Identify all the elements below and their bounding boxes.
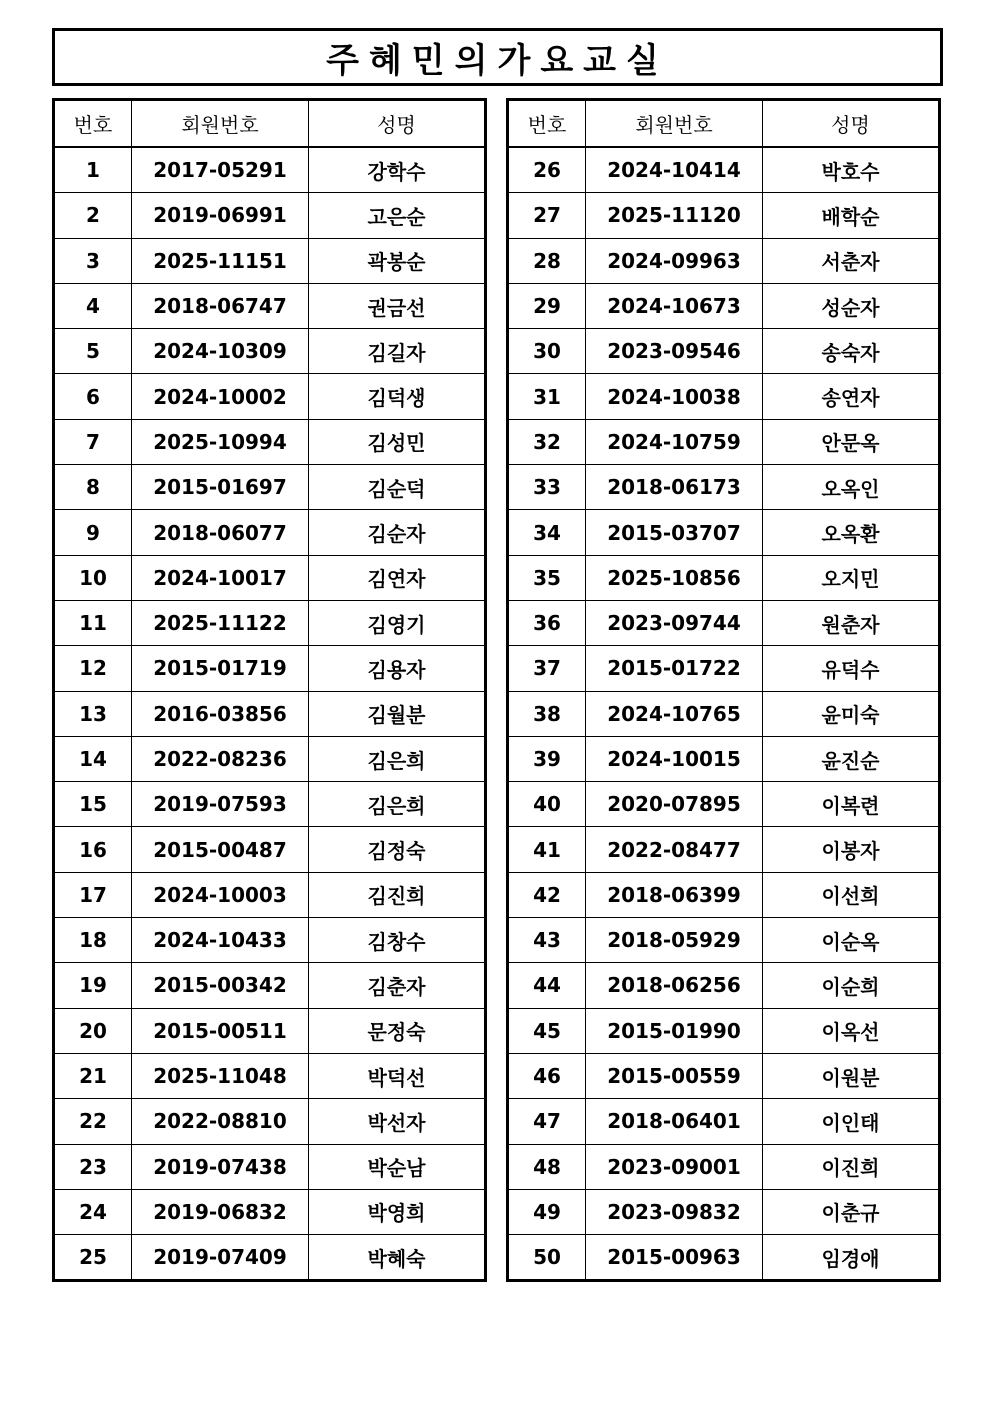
table-row — [54, 1144, 486, 1189]
cell-name: 김덕생 — [309, 374, 486, 419]
cell-member-id: 2024-10002 — [132, 374, 309, 419]
cell-number: 25 — [54, 1235, 132, 1281]
cell-member-id: 2025-11122 — [132, 600, 309, 645]
cell-name: 곽봉순 — [309, 238, 486, 283]
cell-name: 김정숙 — [309, 827, 486, 872]
cell-number: 49 — [508, 1189, 586, 1234]
cell-name: 이순희 — [763, 963, 940, 1008]
cell-name: 김진희 — [309, 872, 486, 917]
cell-name: 김춘자 — [309, 963, 486, 1008]
cell-number: 45 — [508, 1008, 586, 1053]
table-row — [54, 1235, 486, 1281]
cell-name: 서춘자 — [763, 238, 940, 283]
cell-name: 박호수 — [763, 147, 940, 193]
cell-member-id: 2024-10759 — [586, 419, 763, 464]
cell-member-id: 2024-10673 — [586, 283, 763, 328]
cell-member-id: 2024-10003 — [132, 872, 309, 917]
cell-member-id: 2019-06832 — [132, 1189, 309, 1234]
cell-number: 20 — [54, 1008, 132, 1053]
cell-member-id: 2015-01990 — [586, 1008, 763, 1053]
roster-body-left — [54, 147, 486, 1281]
header-member-id: 회원번호 — [586, 100, 763, 148]
cell-number: 3 — [54, 238, 132, 283]
table-row — [54, 736, 486, 781]
cell-member-id: 2025-11151 — [132, 238, 309, 283]
cell-member-id: 2023-09001 — [586, 1144, 763, 1189]
cell-number: 48 — [508, 1144, 586, 1189]
cell-member-id: 2018-06747 — [132, 283, 309, 328]
cell-number: 44 — [508, 963, 586, 1008]
table-row — [54, 1189, 486, 1234]
cell-number: 29 — [508, 283, 586, 328]
table-row — [54, 963, 486, 1008]
cell-number: 9 — [54, 510, 132, 555]
cell-member-id: 2015-00487 — [132, 827, 309, 872]
cell-number: 46 — [508, 1053, 586, 1098]
cell-name: 김길자 — [309, 329, 486, 374]
header-row — [54, 100, 486, 148]
cell-name: 이선희 — [763, 872, 940, 917]
cell-name: 김순덕 — [309, 465, 486, 510]
cell-name: 송연자 — [763, 374, 940, 419]
header-member-id: 회원번호 — [132, 100, 309, 148]
cell-number: 27 — [508, 193, 586, 238]
table-row — [508, 1189, 940, 1234]
cell-member-id: 2018-06401 — [586, 1099, 763, 1144]
cell-number: 50 — [508, 1235, 586, 1281]
cell-number: 34 — [508, 510, 586, 555]
cell-number: 35 — [508, 555, 586, 600]
table-row — [508, 963, 940, 1008]
cell-number: 7 — [54, 419, 132, 464]
cell-member-id: 2015-01697 — [132, 465, 309, 510]
cell-name: 김순자 — [309, 510, 486, 555]
cell-number: 14 — [54, 736, 132, 781]
cell-name: 강학수 — [309, 147, 486, 193]
cell-number: 11 — [54, 600, 132, 645]
table-row — [508, 329, 940, 374]
cell-name: 이순옥 — [763, 918, 940, 963]
table-row — [54, 1053, 486, 1098]
cell-member-id: 2025-10994 — [132, 419, 309, 464]
table-row — [54, 374, 486, 419]
cell-name: 이인태 — [763, 1099, 940, 1144]
cell-number: 26 — [508, 147, 586, 193]
cell-name: 임경애 — [763, 1235, 940, 1281]
cell-name: 박선자 — [309, 1099, 486, 1144]
cell-name: 권금선 — [309, 283, 486, 328]
cell-number: 33 — [508, 465, 586, 510]
cell-member-id: 2023-09832 — [586, 1189, 763, 1234]
header-row — [508, 100, 940, 148]
table-row — [54, 510, 486, 555]
header-name: 성명 — [763, 100, 940, 148]
table-row — [508, 646, 940, 691]
cell-name: 이진희 — [763, 1144, 940, 1189]
table-row — [508, 600, 940, 645]
table-row — [54, 1008, 486, 1053]
cell-name: 고은순 — [309, 193, 486, 238]
cell-member-id: 2022-08236 — [132, 736, 309, 781]
cell-number: 6 — [54, 374, 132, 419]
cell-name: 이봉자 — [763, 827, 940, 872]
cell-number: 16 — [54, 827, 132, 872]
cell-number: 19 — [54, 963, 132, 1008]
cell-name: 이옥선 — [763, 1008, 940, 1053]
table-row — [508, 827, 940, 872]
table-row — [54, 872, 486, 917]
table-row — [54, 646, 486, 691]
cell-name: 김은희 — [309, 736, 486, 781]
cell-name: 오옥인 — [763, 465, 940, 510]
cell-member-id: 2024-10038 — [586, 374, 763, 419]
table-row — [54, 329, 486, 374]
table-row — [54, 147, 486, 193]
table-row — [54, 555, 486, 600]
table-row — [508, 1099, 940, 1144]
header-number: 번호 — [54, 100, 132, 148]
cell-number: 18 — [54, 918, 132, 963]
table-row — [508, 691, 940, 736]
cell-name: 문정숙 — [309, 1008, 486, 1053]
cell-number: 15 — [54, 782, 132, 827]
cell-name: 원춘자 — [763, 600, 940, 645]
cell-member-id: 2023-09744 — [586, 600, 763, 645]
table-row — [508, 238, 940, 283]
cell-name: 박순남 — [309, 1144, 486, 1189]
cell-number: 12 — [54, 646, 132, 691]
cell-name: 이춘규 — [763, 1189, 940, 1234]
cell-name: 안문옥 — [763, 419, 940, 464]
table-row — [54, 1099, 486, 1144]
cell-number: 23 — [54, 1144, 132, 1189]
cell-member-id: 2019-07593 — [132, 782, 309, 827]
table-row — [508, 1144, 940, 1189]
cell-name: 김성민 — [309, 419, 486, 464]
cell-number: 5 — [54, 329, 132, 374]
cell-member-id: 2024-10765 — [586, 691, 763, 736]
table-row — [508, 872, 940, 917]
table-row — [508, 419, 940, 464]
cell-member-id: 2018-06077 — [132, 510, 309, 555]
cell-name: 성순자 — [763, 283, 940, 328]
table-row — [54, 827, 486, 872]
cell-member-id: 2024-10017 — [132, 555, 309, 600]
title-box — [52, 28, 943, 86]
cell-member-id: 2016-03856 — [132, 691, 309, 736]
cell-member-id: 2015-01719 — [132, 646, 309, 691]
table-row — [508, 918, 940, 963]
cell-name: 오지민 — [763, 555, 940, 600]
table-row — [508, 1053, 940, 1098]
cell-name: 김연자 — [309, 555, 486, 600]
cell-member-id: 2022-08810 — [132, 1099, 309, 1144]
cell-name: 이원분 — [763, 1053, 940, 1098]
cell-number: 28 — [508, 238, 586, 283]
cell-number: 2 — [54, 193, 132, 238]
cell-member-id: 2018-05929 — [586, 918, 763, 963]
table-row — [508, 555, 940, 600]
cell-member-id: 2024-10414 — [586, 147, 763, 193]
cell-member-id: 2015-00511 — [132, 1008, 309, 1053]
cell-member-id: 2025-11048 — [132, 1053, 309, 1098]
cell-member-id: 2019-06991 — [132, 193, 309, 238]
roster-body-right — [508, 147, 940, 1281]
cell-name: 윤미숙 — [763, 691, 940, 736]
table-row — [508, 736, 940, 781]
cell-name: 김용자 — [309, 646, 486, 691]
cell-name: 박영희 — [309, 1189, 486, 1234]
cell-number: 32 — [508, 419, 586, 464]
cell-member-id: 2020-07895 — [586, 782, 763, 827]
header-name: 성명 — [309, 100, 486, 148]
cell-number: 39 — [508, 736, 586, 781]
cell-name: 김영기 — [309, 600, 486, 645]
cell-number: 38 — [508, 691, 586, 736]
table-row — [508, 1008, 940, 1053]
table-row — [508, 1235, 940, 1281]
table-row — [54, 691, 486, 736]
cell-member-id: 2015-00559 — [586, 1053, 763, 1098]
cell-member-id: 2017-05291 — [132, 147, 309, 193]
cell-member-id: 2025-11120 — [586, 193, 763, 238]
cell-number: 10 — [54, 555, 132, 600]
cell-member-id: 2023-09546 — [586, 329, 763, 374]
cell-number: 31 — [508, 374, 586, 419]
cell-member-id: 2018-06399 — [586, 872, 763, 917]
cell-number: 4 — [54, 283, 132, 328]
cell-number: 24 — [54, 1189, 132, 1234]
cell-number: 41 — [508, 827, 586, 872]
table-row — [54, 918, 486, 963]
roster-table-right — [506, 98, 941, 1282]
cell-name: 김창수 — [309, 918, 486, 963]
cell-member-id: 2024-10309 — [132, 329, 309, 374]
cell-member-id: 2022-08477 — [586, 827, 763, 872]
table-row — [54, 283, 486, 328]
table-row — [54, 600, 486, 645]
table-row — [54, 238, 486, 283]
table-row — [508, 283, 940, 328]
cell-name: 윤진순 — [763, 736, 940, 781]
table-row — [54, 465, 486, 510]
cell-name: 김은희 — [309, 782, 486, 827]
cell-member-id: 2024-09963 — [586, 238, 763, 283]
cell-number: 43 — [508, 918, 586, 963]
table-row — [54, 419, 486, 464]
table-row — [508, 374, 940, 419]
cell-number: 36 — [508, 600, 586, 645]
page-title: 주혜민의가요교실 — [326, 40, 669, 81]
cell-number: 8 — [54, 465, 132, 510]
cell-number: 1 — [54, 147, 132, 193]
cell-number: 47 — [508, 1099, 586, 1144]
cell-member-id: 2019-07409 — [132, 1235, 309, 1281]
cell-name: 배학순 — [763, 193, 940, 238]
cell-name: 박혜숙 — [309, 1235, 486, 1281]
table-row — [54, 782, 486, 827]
cell-name: 송숙자 — [763, 329, 940, 374]
cell-member-id: 2024-10433 — [132, 918, 309, 963]
table-row — [508, 782, 940, 827]
table-row — [508, 193, 940, 238]
cell-member-id: 2019-07438 — [132, 1144, 309, 1189]
cell-name: 유덕수 — [763, 646, 940, 691]
table-row — [508, 465, 940, 510]
header-number: 번호 — [508, 100, 586, 148]
cell-name: 오옥환 — [763, 510, 940, 555]
cell-member-id: 2018-06173 — [586, 465, 763, 510]
table-row — [508, 147, 940, 193]
cell-number: 21 — [54, 1053, 132, 1098]
cell-member-id: 2015-00342 — [132, 963, 309, 1008]
cell-number: 30 — [508, 329, 586, 374]
cell-number: 42 — [508, 872, 586, 917]
cell-member-id: 2015-03707 — [586, 510, 763, 555]
cell-number: 17 — [54, 872, 132, 917]
cell-member-id: 2015-00963 — [586, 1235, 763, 1281]
cell-number: 37 — [508, 646, 586, 691]
cell-name: 김월분 — [309, 691, 486, 736]
table-row — [54, 193, 486, 238]
cell-member-id: 2015-01722 — [586, 646, 763, 691]
cell-number: 13 — [54, 691, 132, 736]
cell-name: 이복련 — [763, 782, 940, 827]
cell-member-id: 2018-06256 — [586, 963, 763, 1008]
cell-number: 40 — [508, 782, 586, 827]
table-row — [508, 510, 940, 555]
cell-member-id: 2024-10015 — [586, 736, 763, 781]
cell-name: 박덕선 — [309, 1053, 486, 1098]
roster-table-left — [52, 98, 487, 1282]
cell-member-id: 2025-10856 — [586, 555, 763, 600]
cell-number: 22 — [54, 1099, 132, 1144]
